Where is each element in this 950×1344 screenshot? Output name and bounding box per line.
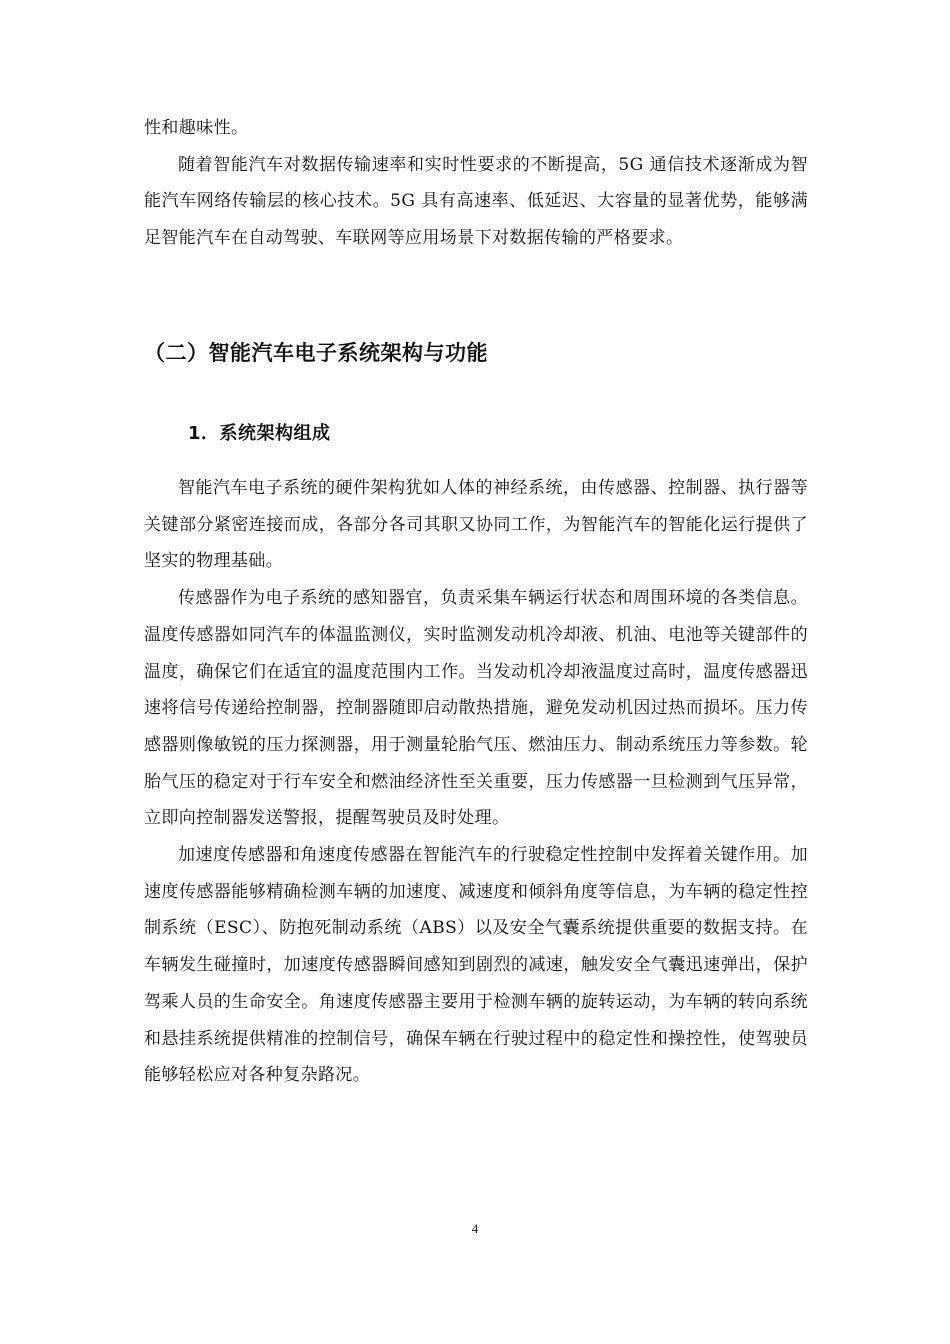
intro-paragraph: 随着智能汽车对数据传输速率和实时性要求的不断提高，5G 通信技术逐渐成为智能汽车网络传输层的核心技术。5G 具有高速率、低延迟、大容量的显著优势，能够满足智能汽车在自动驾驶、车联网等应用场景下对数据传输的严格要求。 (144, 154, 808, 249)
paragraph-sensors: 传感器作为电子系统的感知器官，负责采集车辆运行状态和周围环境的各类信息。温度传感器如同汽车的体温监测仪，实时监测发动机冷却液、机油、电池等关键部件的温度，确保它们在适宜的温度范围内工作。当发动机冷却液温度过高时，温度传感器迅速将信号传递给控制器，控制器随即启动散热措施，避免发动机因过热而损坏。压力传感器则像敏锐的压力探测器，用于测量轮胎气压、燃油压力、制动系统压力等参数。轮胎气压的稳定对于行车安全和燃油经济性至关重要，压力传感器一旦检测到气压异常，立即向控制器发送警报，提醒驾驶员及时处理。 (144, 588, 808, 829)
paragraph-acceleration-sensors: 加速度传感器和角速度传感器在智能汽车的行驶稳定性控制中发挥着关键作用。加速度传感器能够精确检测车辆的加速度、减速度和倾斜角度等信息，为车辆的稳定性控制系统（ESC）、防抱死制动系统（ABS）以及安全气囊系统提供重要的数据支持。在车辆发生碰撞时，加速度传感器瞬间感知到剧烈的减速，触发安全气囊迅速弹出，保护驾乘人员的生命安全。角速度传感器主要用于检测车辆的旋转运动，为车辆的转向系统和悬挂系统提供精准的控制信号，确保车辆在行驶过程中的稳定性和操控性，使驾驶员能够轻松应对各种复杂路况。 (144, 845, 808, 1086)
continued-paragraph: 性和趣味性。 (144, 118, 249, 138)
paragraph-architecture: 智能汽车电子系统的硬件架构犹如人体的神经系统，由传感器、控制器、执行器等关键部分紧密连接而成，各部分各司其职又协同工作，为智能汽车的智能化运行提供了坚实的物理基础。 (144, 478, 808, 572)
body-text-top (144, 110, 808, 257)
subsection-heading: 1．系统架构组成 (188, 423, 331, 444)
page-number: 4 (471, 1221, 479, 1236)
section-heading: （二）智能汽车电子系统架构与功能 (144, 341, 488, 365)
body-text-main (144, 470, 808, 1094)
